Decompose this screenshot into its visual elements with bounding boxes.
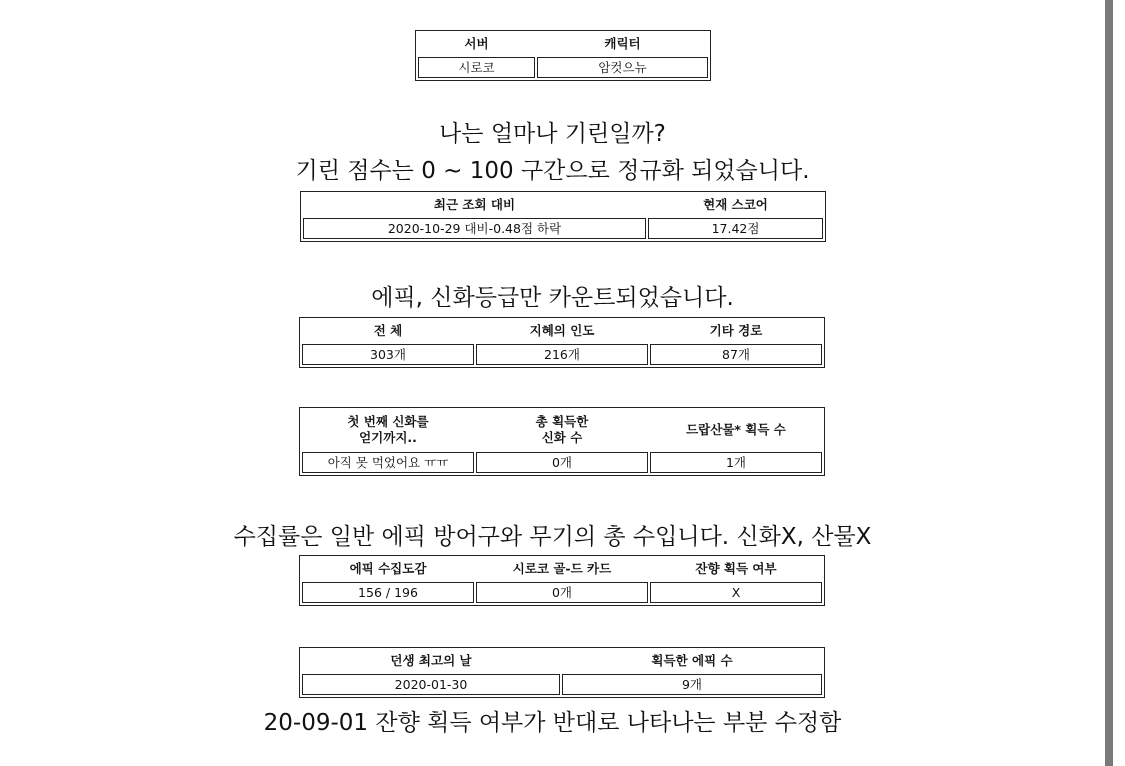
giraffe-subtitle: 기린 점수는 0 ~ 100 구간으로 정규화 되었습니다. [295, 158, 810, 184]
myth-table [299, 407, 825, 476]
recent-compare-value: 2020-10-29 대비-0.48점 하락 [303, 218, 646, 239]
profile-table [415, 30, 711, 81]
total-myth-header-line1: 총 획득한 [535, 414, 589, 429]
drop-item-header-line1: 드랍산물* 획득 수 [686, 422, 786, 437]
server-value: 시로코 [418, 57, 535, 78]
vertical-scrollbar[interactable] [1105, 0, 1113, 766]
first-myth-header-line1: 첫 번째 신화를 [347, 414, 429, 429]
first-myth-header-line2: 얻기까지.. [359, 430, 417, 445]
total-myth-header [476, 410, 648, 450]
collection-title: 수집률은 일반 에픽 방어구와 무기의 총 수입니다. 신화X, 산물X [233, 524, 872, 550]
character-value: 암컷으뉴 [537, 57, 708, 78]
total-myth-value: 0개 [476, 452, 648, 473]
other-route-header: 기타 경로 [709, 323, 763, 338]
server-header: 서버 [464, 36, 489, 51]
epic-collection-value: 156 / 196 [302, 582, 474, 603]
gold-card-value: 0개 [476, 582, 648, 603]
first-myth-header [302, 410, 474, 450]
best-day-table [299, 647, 825, 698]
collection-table [299, 555, 825, 606]
best-day-header: 던생 최고의 날 [390, 653, 472, 668]
giraffe-score-table [300, 191, 826, 242]
wisdom-guide-value: 216개 [476, 344, 648, 365]
wisdom-guide-header: 지혜의 인도 [529, 323, 595, 338]
echo-value: X [650, 582, 822, 603]
gold-card-header: 시로코 골-드 카드 [512, 561, 612, 576]
counts-table [299, 317, 825, 368]
current-score-value: 17.42점 [648, 218, 823, 239]
current-score-header: 현재 스코어 [703, 197, 768, 212]
recent-compare-header: 최근 조회 대비 [433, 197, 516, 212]
epic-count-value: 9개 [562, 674, 822, 695]
epic-collection-header: 에픽 수집도감 [349, 561, 427, 576]
first-myth-value: 아직 못 먹었어요 ㅠㅠ [302, 452, 474, 473]
total-myth-header-line2: 신화 수 [541, 430, 583, 445]
epic-count-header: 획득한 에픽 수 [651, 653, 733, 668]
giraffe-title: 나는 얼마나 기린일까? [439, 121, 666, 147]
counts-title: 에픽, 신화등급만 카운트되었습니다. [371, 285, 734, 311]
drop-item-value: 1개 [650, 452, 822, 473]
drop-item-header [650, 410, 822, 450]
footer-note: 20-09-01 잔향 획득 여부가 반대로 나타나는 부분 수정함 [263, 710, 842, 736]
character-header: 캐릭터 [604, 36, 641, 51]
total-value: 303개 [302, 344, 474, 365]
echo-header: 잔향 획득 여부 [695, 561, 777, 576]
best-day-value: 2020-01-30 [302, 674, 560, 695]
other-route-value: 87개 [650, 344, 822, 365]
total-header: 전 체 [373, 323, 403, 338]
